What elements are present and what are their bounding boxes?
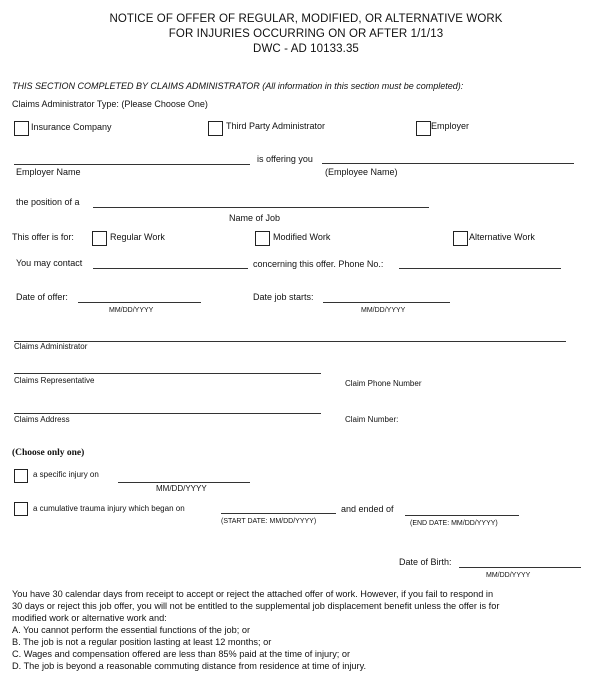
concerning-label: concerning this offer. Phone No.:: [253, 259, 384, 269]
date-job-starts-format: MM/DD/YYYY: [361, 307, 406, 314]
date-of-birth-label: Date of Birth:: [399, 557, 452, 567]
end-date-field[interactable]: [405, 515, 519, 516]
date-job-starts-label: Date job starts:: [253, 292, 314, 302]
notice-line-3: modified work or alternative work and:: [12, 613, 167, 623]
is-offering-label: is offering you: [257, 154, 313, 164]
date-of-birth-format: MM/DD/YYYY: [486, 572, 531, 579]
phone-number-field[interactable]: [399, 268, 561, 269]
employer-label: Employer: [431, 121, 470, 131]
employee-name-caption: (Employee Name): [325, 167, 398, 177]
form-title-line1: NOTICE OF OFFER OF REGULAR, MODIFIED, OR ALTERNATIVE WORK: [109, 13, 503, 25]
date-of-birth-field[interactable]: [459, 567, 581, 568]
employer-checkbox[interactable]: [416, 121, 431, 136]
claims-representative-caption: Claims Representative: [14, 376, 95, 385]
claims-administrator-field[interactable]: [14, 341, 566, 342]
claims-address-field[interactable]: [14, 413, 321, 414]
date-job-starts-field[interactable]: [323, 302, 450, 303]
start-date-caption: (START DATE: MM/DD/YYYY): [221, 518, 317, 525]
specific-injury-label: a specific injury on: [33, 470, 99, 479]
admin-type-label: Claims Administrator Type: (Please Choose One): [12, 99, 208, 109]
third-party-administrator-checkbox[interactable]: [208, 121, 223, 136]
choose-only-one-label: (Choose only one): [12, 448, 85, 458]
notice-line-1: You have 30 calendar days from receipt to accept or reject the attached offer of work. However, if you fail to respond in: [12, 589, 494, 599]
claim-number-caption: Claim Number:: [345, 415, 399, 424]
form-title-line2: FOR INJURIES OCCURRING ON OR AFTER 1/1/13: [168, 28, 444, 40]
modified-work-checkbox[interactable]: [255, 231, 270, 246]
insurance-company-label: Insurance Company: [31, 122, 112, 132]
claims-administrator-caption: Claims Administrator: [14, 342, 88, 351]
position-label: the position of a: [16, 197, 80, 207]
date-of-offer-label: Date of offer:: [16, 292, 68, 302]
employee-name-field[interactable]: [322, 163, 574, 164]
notice-item-c: C. Wages and compensation offered are less than 85% paid at the time of injury; or: [12, 649, 351, 659]
notice-paragraph: [12, 588, 592, 672]
date-of-offer-field[interactable]: [78, 302, 201, 303]
claims-address-caption: Claims Address: [14, 415, 70, 424]
cumulative-trauma-label: a cumulative trauma injury which began on: [33, 504, 185, 513]
cumulative-trauma-checkbox[interactable]: [14, 502, 28, 516]
job-name-caption: Name of Job: [229, 213, 281, 223]
modified-work-label: Modified Work: [273, 232, 331, 242]
notice-item-a: A. You cannot perform the essential functions of the job; or: [12, 625, 251, 635]
notice-item-b: B. The job is not a regular position lasting at least 12 months; or: [12, 637, 272, 647]
job-name-field[interactable]: [93, 207, 429, 208]
start-date-field[interactable]: [221, 513, 336, 514]
notice-line-2: 30 days or reject this job offer, you will not be entitled to the supplemental job displacement benefit unless the offer is for: [12, 601, 500, 611]
specific-injury-date-format: MM/DD/YYYY: [156, 484, 207, 493]
form-code: DWC - AD 10133.35: [253, 43, 359, 55]
end-date-caption: (END DATE: MM/DD/YYYY): [410, 520, 498, 527]
date-of-offer-format: MM/DD/YYYY: [109, 307, 154, 314]
claim-phone-number-caption: Claim Phone Number: [345, 379, 422, 388]
insurance-company-checkbox[interactable]: [14, 121, 29, 136]
claims-representative-field[interactable]: [14, 373, 321, 374]
regular-work-checkbox[interactable]: [92, 231, 107, 246]
contact-name-field[interactable]: [93, 268, 248, 269]
section-instruction: THIS SECTION COMPLETED BY CLAIMS ADMINISTRATOR (All information in this section must be completed):: [12, 81, 464, 91]
specific-injury-date-field[interactable]: [118, 482, 250, 483]
employer-name-caption: Employer Name: [16, 167, 81, 177]
notice-item-d: D. The job is beyond a reasonable commuting distance from residence at time of injury.: [12, 661, 367, 671]
alternative-work-label: Alternative Work: [469, 232, 535, 242]
offer-for-label: This offer is for:: [12, 232, 74, 242]
alternative-work-checkbox[interactable]: [453, 231, 468, 246]
regular-work-label: Regular Work: [110, 232, 165, 242]
specific-injury-checkbox[interactable]: [14, 469, 28, 483]
contact-label: You may contact: [16, 258, 83, 268]
third-party-administrator-label: Third Party Administrator: [226, 121, 326, 131]
employer-name-field[interactable]: [14, 164, 250, 165]
and-ended-of-label: and ended of: [341, 504, 394, 514]
